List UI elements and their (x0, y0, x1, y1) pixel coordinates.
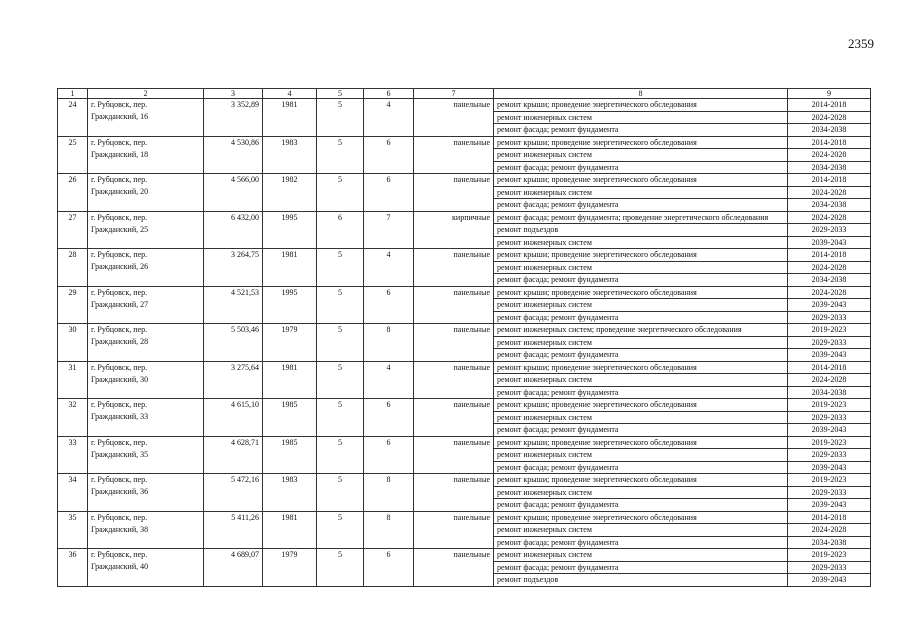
repair-work: ремонт фасада; ремонт фундамента (494, 424, 788, 437)
floor-count: 5 (317, 549, 364, 587)
repair-work: ремонт фасада; ремонт фундамента (494, 561, 788, 574)
entrance-count: 6 (364, 286, 414, 324)
house-address (88, 436, 204, 474)
repair-work: ремонт инженерных систем (494, 111, 788, 124)
house-address (88, 249, 204, 287)
wall-material: панельные (414, 399, 494, 437)
repair-period: 2029-2033 (788, 411, 871, 424)
house-address (88, 474, 204, 512)
repair-work: ремонт крыши; проведение энергетического обследования (494, 99, 788, 112)
repair-period: 2039-2043 (788, 499, 871, 512)
column-header: 7 (414, 89, 494, 99)
repair-work: ремонт фасада; ремонт фундамента (494, 461, 788, 474)
repair-work: ремонт крыши; проведение энергетического обследования (494, 361, 788, 374)
floor-count: 5 (317, 174, 364, 212)
repair-period: 2024-2028 (788, 186, 871, 199)
address-line-2: Гражданский, 20 (91, 187, 149, 196)
house-address (88, 286, 204, 324)
repair-period: 2034-2038 (788, 536, 871, 549)
repair-period: 2024-2028 (788, 261, 871, 274)
year-built: 1981 (263, 361, 317, 399)
year-built: 1982 (263, 174, 317, 212)
total-area: 4 615,10 (204, 399, 263, 437)
repair-period: 2014-2018 (788, 249, 871, 262)
repair-work: ремонт инженерных систем (494, 261, 788, 274)
repair-period: 2024-2028 (788, 149, 871, 162)
row-number: 27 (58, 211, 88, 249)
table-row (58, 249, 871, 262)
column-header: 5 (317, 89, 364, 99)
wall-material: кирпичные (414, 211, 494, 249)
table-row (58, 549, 871, 562)
address-line-1: г. Рубцовск, пер. (91, 137, 148, 147)
year-built: 1983 (263, 474, 317, 512)
row-number: 26 (58, 174, 88, 212)
repair-period: 2029-2033 (788, 311, 871, 324)
entrance-count: 7 (364, 211, 414, 249)
repair-work: ремонт фасада; ремонт фундамента (494, 536, 788, 549)
address-line-1: г. Рубцовск, пер. (91, 100, 148, 109)
address-line-1: г. Рубцовск, пер. (91, 512, 148, 522)
table-body (58, 99, 871, 587)
address-line-2: Гражданский, 36 (91, 487, 149, 496)
repair-period: 2019-2023 (788, 474, 871, 487)
repair-period: 2024-2028 (788, 286, 871, 299)
row-number: 33 (58, 436, 88, 474)
table-row (58, 511, 871, 524)
repair-work: ремонт инженерных систем (494, 411, 788, 424)
house-address (88, 399, 204, 437)
entrance-count: 6 (364, 549, 414, 587)
repair-period: 2034-2038 (788, 386, 871, 399)
total-area: 4 530,86 (204, 136, 263, 174)
address-line-2: Гражданский, 30 (91, 374, 149, 384)
repair-work: ремонт фасада; ремонт фундамента (494, 124, 788, 137)
address-line-1: г. Рубцовск, пер. (91, 362, 148, 372)
repair-work: ремонт инженерных систем (494, 149, 788, 162)
page-number: 2359 (848, 36, 874, 51)
address-line-1: г. Рубцовск, пер. (91, 437, 148, 447)
house-address (88, 511, 204, 549)
address-line-1: г. Рубцовск, пер. (91, 212, 148, 222)
row-number: 32 (58, 399, 88, 437)
entrance-count: 8 (364, 511, 414, 549)
year-built: 1979 (263, 549, 317, 587)
repair-work: ремонт инженерных систем; проведение энергетического обследования (494, 324, 788, 337)
table-row (58, 324, 871, 337)
repair-work: ремонт инженерных систем (494, 486, 788, 499)
total-area: 3 264,75 (204, 249, 263, 287)
house-address (88, 136, 204, 174)
repair-period: 2039-2043 (788, 424, 871, 437)
wall-material: панельные (414, 99, 494, 137)
address-line-1: г. Рубцовск, пер. (91, 550, 148, 559)
repair-period: 2034-2038 (788, 274, 871, 287)
year-built: 1995 (263, 286, 317, 324)
house-address (88, 324, 204, 362)
address-line-2: Гражданский, 27 (91, 299, 149, 309)
year-built: 1981 (263, 249, 317, 287)
address-line-1: г. Рубцовск, пер. (91, 287, 148, 297)
total-area: 5 411,26 (204, 511, 263, 549)
column-header: 9 (788, 89, 871, 99)
year-built: 1979 (263, 324, 317, 362)
entrance-count: 8 (364, 474, 414, 512)
repair-period: 2014-2018 (788, 99, 871, 112)
total-area: 4 521,53 (204, 286, 263, 324)
repair-work: ремонт инженерных систем (494, 524, 788, 537)
address-line-1: г. Рубцовск, пер. (91, 475, 148, 484)
repair-period: 2039-2043 (788, 461, 871, 474)
repair-work: ремонт фасада; ремонт фундамента (494, 499, 788, 512)
entrance-count: 6 (364, 436, 414, 474)
repair-period: 2019-2023 (788, 324, 871, 337)
year-built: 1983 (263, 136, 317, 174)
floor-count: 5 (317, 436, 364, 474)
year-built: 1981 (263, 511, 317, 549)
row-number: 24 (58, 99, 88, 137)
total-area: 3 275,64 (204, 361, 263, 399)
entrance-count: 4 (364, 361, 414, 399)
house-address (88, 361, 204, 399)
repair-period: 2024-2028 (788, 524, 871, 537)
total-area: 5 503,46 (204, 324, 263, 362)
column-header: 4 (263, 89, 317, 99)
repair-period: 2019-2023 (788, 399, 871, 412)
repair-work: ремонт инженерных систем (494, 299, 788, 312)
row-number: 34 (58, 474, 88, 512)
year-built: 1985 (263, 399, 317, 437)
address-line-2: Гражданский, 40 (91, 562, 149, 571)
row-number: 36 (58, 549, 88, 587)
row-number: 35 (58, 511, 88, 549)
address-line-2: Гражданский, 28 (91, 337, 149, 346)
table-row (58, 474, 871, 487)
wall-material: панельные (414, 361, 494, 399)
wall-material: панельные (414, 474, 494, 512)
floor-count: 5 (317, 324, 364, 362)
table-row (58, 361, 871, 374)
house-address (88, 549, 204, 587)
row-number: 31 (58, 361, 88, 399)
repair-work: ремонт фасада; ремонт фундамента; проведение энергетического обследования (494, 211, 788, 224)
table-row (58, 174, 871, 187)
address-line-2: Гражданский, 26 (91, 262, 149, 271)
row-number: 28 (58, 249, 88, 287)
repair-period: 2019-2023 (788, 549, 871, 562)
table-row (58, 211, 871, 224)
repair-work: ремонт фасада; ремонт фундамента (494, 311, 788, 324)
floor-count: 5 (317, 99, 364, 137)
repair-work: ремонт фасада; ремонт фундамента (494, 386, 788, 399)
table-row (58, 99, 871, 112)
total-area: 4 566,00 (204, 174, 263, 212)
floor-count: 5 (317, 474, 364, 512)
repair-period: 2019-2023 (788, 436, 871, 449)
repair-period: 2034-2038 (788, 161, 871, 174)
repair-period: 2024-2028 (788, 111, 871, 124)
column-header: 1 (58, 89, 88, 99)
address-line-2: Гражданский, 33 (91, 412, 149, 421)
repair-work: ремонт инженерных систем (494, 549, 788, 562)
table-row (58, 436, 871, 449)
repair-work: ремонт крыши; проведение энергетического обследования (494, 511, 788, 524)
column-header: 3 (204, 89, 263, 99)
address-line-2: Гражданский, 35 (91, 449, 149, 459)
repair-work: ремонт крыши; проведение энергетического обследования (494, 136, 788, 149)
entrance-count: 6 (364, 136, 414, 174)
table-row (58, 399, 871, 412)
repair-work: ремонт фасада; ремонт фундамента (494, 161, 788, 174)
entrance-count: 8 (364, 324, 414, 362)
repair-period: 2029-2033 (788, 224, 871, 237)
total-area: 6 432,00 (204, 211, 263, 249)
repair-period: 2014-2018 (788, 174, 871, 187)
column-header: 2 (88, 89, 204, 99)
repair-work: ремонт инженерных систем (494, 236, 788, 249)
table-row (58, 136, 871, 149)
house-address (88, 174, 204, 212)
repair-period: 2014-2018 (788, 136, 871, 149)
column-header: 8 (494, 89, 788, 99)
address-line-2: Гражданский, 25 (91, 224, 149, 234)
address-line-1: г. Рубцовск, пер. (91, 400, 148, 409)
repair-work: ремонт крыши; проведение энергетического обследования (494, 249, 788, 262)
entrance-count: 6 (364, 399, 414, 437)
floor-count: 6 (317, 211, 364, 249)
wall-material: панельные (414, 286, 494, 324)
wall-material: панельные (414, 174, 494, 212)
year-built: 1995 (263, 211, 317, 249)
wall-material: панельные (414, 549, 494, 587)
wall-material: панельные (414, 436, 494, 474)
repair-work: ремонт крыши; проведение энергетического обследования (494, 474, 788, 487)
address-line-2: Гражданский, 38 (91, 524, 149, 534)
column-header: 6 (364, 89, 414, 99)
total-area: 5 472,16 (204, 474, 263, 512)
row-number: 29 (58, 286, 88, 324)
entrance-count: 4 (364, 99, 414, 137)
repair-period: 2034-2038 (788, 199, 871, 212)
floor-count: 5 (317, 511, 364, 549)
address-line-2: Гражданский, 16 (91, 112, 149, 121)
address-line-1: г. Рубцовск, пер. (91, 175, 148, 184)
house-address (88, 99, 204, 137)
year-built: 1981 (263, 99, 317, 137)
repair-period: 2029-2033 (788, 449, 871, 462)
repair-period: 2029-2033 (788, 486, 871, 499)
floor-count: 5 (317, 361, 364, 399)
table-row (58, 286, 871, 299)
repair-period: 2034-2038 (788, 124, 871, 137)
repair-period: 2029-2033 (788, 561, 871, 574)
repair-period: 2029-2033 (788, 336, 871, 349)
address-line-1: г. Рубцовск, пер. (91, 250, 148, 259)
year-built: 1985 (263, 436, 317, 474)
total-area: 3 352,89 (204, 99, 263, 137)
wall-material: панельные (414, 324, 494, 362)
total-area: 4 628,71 (204, 436, 263, 474)
wall-material: панельные (414, 249, 494, 287)
repair-work: ремонт подъездов (494, 224, 788, 237)
entrance-count: 6 (364, 174, 414, 212)
floor-count: 5 (317, 286, 364, 324)
row-number: 25 (58, 136, 88, 174)
header-row (58, 89, 871, 99)
repair-work: ремонт крыши; проведение энергетического обследования (494, 286, 788, 299)
floor-count: 5 (317, 249, 364, 287)
address-line-2: Гражданский, 18 (91, 149, 149, 159)
repair-work: ремонт инженерных систем (494, 186, 788, 199)
row-number: 30 (58, 324, 88, 362)
repair-period: 2014-2018 (788, 511, 871, 524)
capital-repair-table (57, 88, 871, 587)
repair-period: 2014-2018 (788, 361, 871, 374)
floor-count: 5 (317, 399, 364, 437)
repair-work: ремонт крыши; проведение энергетического обследования (494, 174, 788, 187)
repair-period: 2024-2028 (788, 211, 871, 224)
total-area: 4 689,07 (204, 549, 263, 587)
wall-material: панельные (414, 136, 494, 174)
repair-period: 2039-2043 (788, 299, 871, 312)
house-address (88, 211, 204, 249)
repair-work: ремонт подъездов (494, 574, 788, 587)
address-line-1: г. Рубцовск, пер. (91, 325, 148, 334)
entrance-count: 4 (364, 249, 414, 287)
repair-work: ремонт инженерных систем (494, 336, 788, 349)
repair-period: 2039-2043 (788, 574, 871, 587)
floor-count: 5 (317, 136, 364, 174)
repair-work: ремонт крыши; проведение энергетического обследования (494, 436, 788, 449)
repair-work: ремонт фасада; ремонт фундамента (494, 274, 788, 287)
repair-work: ремонт фасада; ремонт фундамента (494, 349, 788, 362)
repair-period: 2039-2043 (788, 349, 871, 362)
wall-material: панельные (414, 511, 494, 549)
repair-work: ремонт крыши; проведение энергетического обследования (494, 399, 788, 412)
repair-period: 2024-2028 (788, 374, 871, 387)
repair-work: ремонт фасада; ремонт фундамента (494, 199, 788, 212)
repair-period: 2039-2043 (788, 236, 871, 249)
repair-work: ремонт инженерных систем (494, 374, 788, 387)
repair-work: ремонт инженерных систем (494, 449, 788, 462)
